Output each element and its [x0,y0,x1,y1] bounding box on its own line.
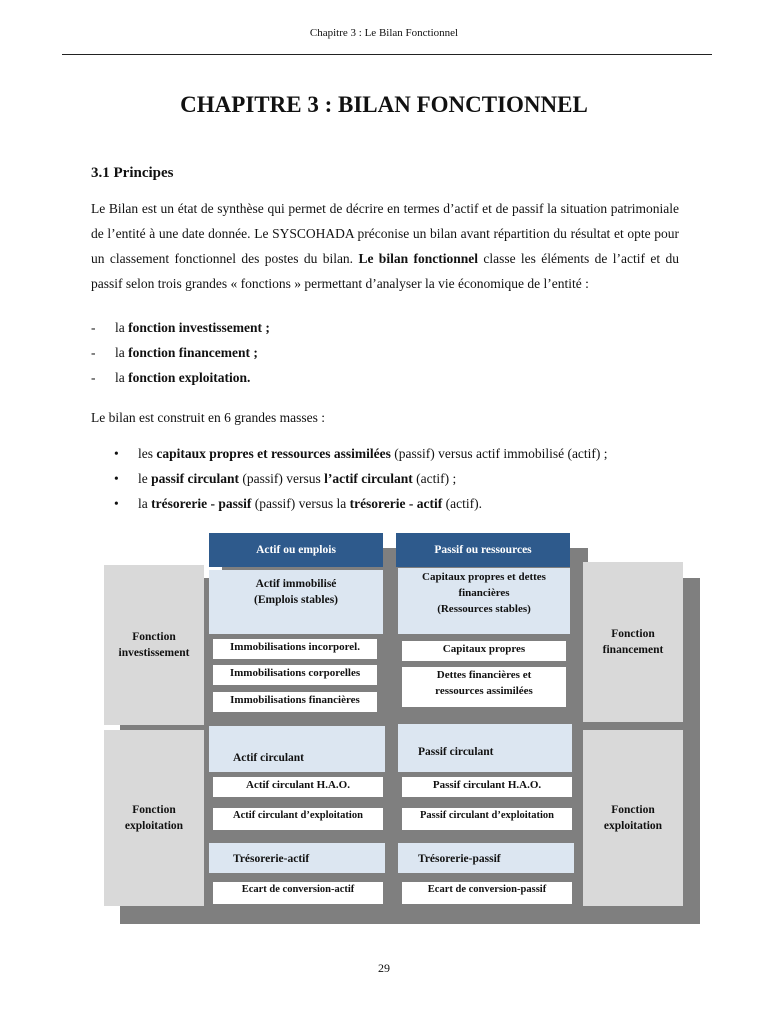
block-actif-immobilise: Actif immobilisé (Emplois stables) [209,570,383,634]
intro-text-1: Le Bilan est un état de synthèse qui permet de décrire en termes d’actif et de passif la situation patrimoniale de l’entité à une date donnée. Le SYSCOHADA préconise un bilan avant répartition du résultat et opte pour un classement fonctionnel des postes du bilan. [91,201,679,266]
row-passif-hao: Passif circulant H.A.O. [402,777,572,797]
row-capitaux-propres: Capitaux propres [402,641,566,661]
row-immo-incorporel: Immobilisations incorporel. [213,639,377,659]
row-actif-exploitation: Actif circulant d’exploitation [213,808,383,830]
mass-item: • le passif circulant (passif) versus l’actif circulant (actif) ; [114,471,457,486]
section-heading: 3.1 Principes [91,165,174,181]
chapter-title: CHAPITRE 3 : BILAN FONCTIONNEL [180,92,588,117]
dash-marker: - [91,320,96,335]
row-immo-corporelles: Immobilisations corporelles [213,665,377,685]
intro-text-2: classe les éléments de l’actif et du passif selon trois grandes « fonctions » permettant d’analyser la vie économique de l’entité : [91,251,679,291]
bullet-marker: • [114,496,119,511]
block-tresorerie-passif: Trésorerie-passif [398,843,574,873]
side-fonction-exploitation-left: Fonction exploitation [104,730,204,906]
side-fonction-investissement: Fonction investissement [104,565,204,725]
row-ecart-passif: Ecart de conversion-passif [402,882,572,904]
header-passif: Passif ou ressources [396,533,570,567]
row-ecart-actif: Ecart de conversion-actif [213,882,383,904]
side-fonction-exploitation-right: Fonction exploitation [583,730,683,906]
page-number: 29 [378,961,390,975]
running-header: Chapitre 3 : Le Bilan Fonctionnel [309,27,459,39]
block-tresorerie-actif: Trésorerie-actif [209,843,385,873]
masses-intro: Le bilan est construit en 6 grandes masses : [91,410,325,425]
side-fonction-financement: Fonction financement [583,562,683,722]
block-passif-circulant: Passif circulant [398,724,572,772]
intro-bold: Le bilan fonctionnel [358,251,478,266]
function-item: - la fonction exploitation. [91,370,251,385]
header-rule [62,54,712,55]
intro-paragraph [91,196,679,296]
row-actif-hao: Actif circulant H.A.O. [213,777,383,797]
row-immo-financieres: Immobilisations financières [213,692,377,712]
function-item: - la fonction investissement ; [91,320,270,335]
block-capitaux-stables: Capitaux propres et dettes financières (Ressources stables) [398,568,570,634]
bullet-marker: • [114,471,119,486]
mass-item: • la trésorerie - passif (passif) versus la trésorerie - actif (actif). [114,496,482,511]
function-item: - la fonction financement ; [91,345,258,360]
dash-marker: - [91,345,96,360]
header-actif: Actif ou emplois [209,533,383,567]
row-passif-exploitation: Passif circulant d’exploitation [402,808,572,830]
bullet-marker: • [114,446,119,461]
dash-marker: - [91,370,96,385]
row-dettes-financieres: Dettes financières et ressources assimilées [402,667,566,707]
block-actif-circulant: Actif circulant [209,726,385,772]
mass-item: • les capitaux propres et ressources assimilées (passif) versus actif immobilisé (actif) ; [114,446,608,461]
